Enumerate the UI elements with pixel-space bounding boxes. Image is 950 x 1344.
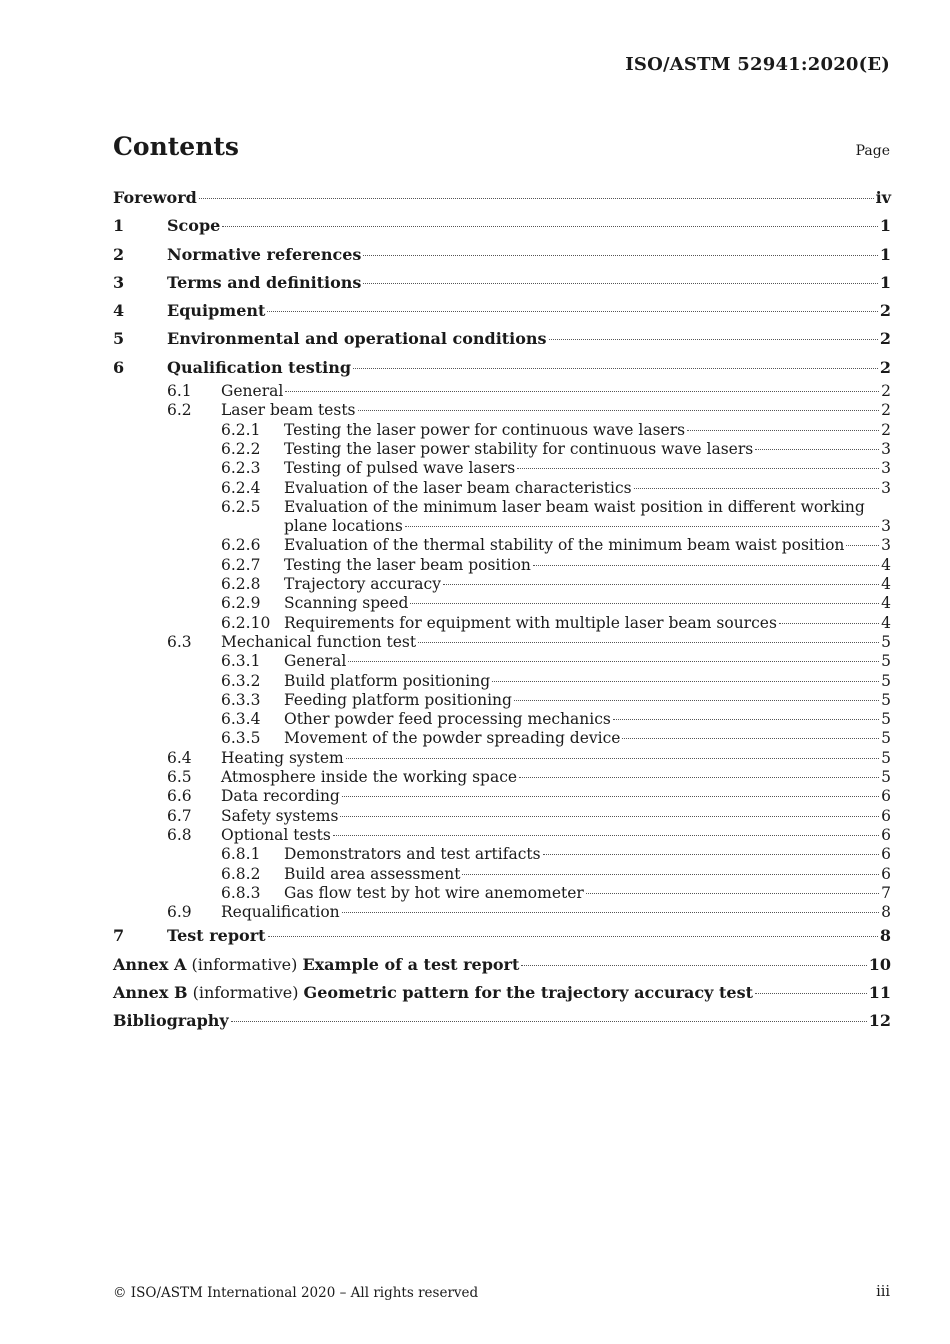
toc-entry-page: 2 [881,420,891,439]
toc-entry[interactable] [113,884,891,903]
toc-entry-title: Bibliography [113,1011,229,1031]
page-column-label: Page [855,143,890,159]
toc-entry-number: 6.1 [167,382,192,401]
toc-entry-page: 8 [879,926,891,946]
toc-entry-page: 10 [868,954,891,974]
toc-entry[interactable] [113,575,891,594]
toc-entry-title: Trajectory accuracy [284,575,441,594]
toc-entry[interactable] [113,354,891,382]
toc-entry-title: Testing the laser power stability for continuous wave lasers [284,439,754,458]
toc-entry-page: 4 [881,555,891,574]
toc-entry-page: 3 [881,517,891,536]
dot-leader [519,777,879,778]
toc-entry[interactable] [113,807,891,826]
dot-leader [410,603,879,604]
toc-entry-page: 8 [881,903,891,922]
toc-entry-number: 3 [113,272,125,292]
toc-entry-number: 6.2.2 [221,439,261,458]
toc-entry-title: Scope [167,216,221,236]
dot-leader [363,255,877,256]
dot-leader [846,545,879,546]
toc-entry-number: 7 [113,926,125,946]
dot-leader [348,661,879,662]
toc-entry[interactable] [113,212,891,240]
toc-entry-page: 3 [881,478,891,497]
toc-entry-title: Gas flow test by hot wire anemometer [284,883,584,902]
dot-leader [779,623,879,624]
toc-entry-number: 6.2 [167,401,192,420]
toc-entry-number: 2 [113,244,125,264]
toc-entry-title: General [221,382,284,401]
toc-entry[interactable] [113,241,891,269]
toc-entry-number: 6.2.7 [221,555,261,574]
dot-leader [340,816,879,817]
dot-leader [285,391,879,392]
toc-entry-title: Laser beam tests [221,401,356,420]
toc-entry-page: 5 [881,671,891,690]
toc-entry-title-line2: plane locations [284,517,403,536]
toc-entry-number: 6.8 [167,825,192,844]
toc-entry[interactable] [113,787,891,806]
toc-entry-title: Annex B [113,982,188,1002]
dot-leader [755,993,867,994]
toc-entry[interactable] [113,749,891,768]
dot-leader [514,700,879,701]
page-title: Contents [113,132,240,161]
toc-entry-page: 6 [881,825,891,844]
toc-entry[interactable] [113,594,891,613]
toc-entry-title: Optional tests [221,825,331,844]
toc-entry-title: Normative references [167,244,362,264]
toc-entry-title: Evaluation of the thermal stability of the minimum beam waist position [284,536,845,555]
toc-entry-title: Terms and definitions [167,272,362,292]
standard-identifier: ISO/ASTM 52941:2020(E) [625,54,890,75]
toc-entry-page: 5 [881,710,891,729]
toc-entry-number: 6.8.1 [221,845,261,864]
toc-entry-title: Equipment [167,301,266,321]
toc-entry-page: 12 [868,1011,891,1031]
toc-entry-number: 6.3 [167,632,192,651]
toc-entry-page: 5 [881,690,891,709]
toc-entry-annex-type: (informative) [186,954,303,974]
toc-entry-page: 3 [881,439,891,458]
dot-leader [268,936,878,937]
toc-entry-page: 5 [881,729,891,748]
toc-entry-title: Scanning speed [284,594,409,613]
toc-entry-title-continuation [284,517,891,536]
toc-entry-page: 1 [879,244,891,264]
toc-entry[interactable] [113,826,891,845]
toc-entry[interactable] [113,922,891,950]
toc-entry[interactable] [113,633,891,652]
dot-leader [443,584,879,585]
toc-entry[interactable] [113,269,891,297]
toc-entry-number: 6.7 [167,806,192,825]
toc-entry-number: 6.2.5 [221,497,261,516]
toc-entry[interactable] [113,184,891,212]
toc-entry-number: 6.9 [167,903,192,922]
toc-entry-title: Testing the laser beam position [284,555,531,574]
toc-entry-page: 1 [879,216,891,236]
toc-entry-annex-title: Example of a test report [302,954,520,974]
toc-entry-title: Test report [167,926,266,946]
dot-leader [492,681,879,682]
toc-entry-title: Atmosphere inside the working space [221,768,518,787]
toc-entry-number: 6.5 [167,768,192,787]
toc-entry[interactable] [113,297,891,325]
toc-entry-page: 3 [881,459,891,478]
table-of-contents [113,184,891,1036]
toc-entry[interactable] [113,421,891,440]
toc-entry[interactable] [113,865,891,884]
dot-leader [755,449,879,450]
dot-leader [533,565,879,566]
toc-entry-annex-type: (informative) [187,982,304,1002]
toc-entry-title: Movement of the powder spreading device [284,729,621,748]
toc-entry[interactable] [113,1007,891,1035]
toc-entry-page: 4 [881,575,891,594]
toc-entry-page: 2 [881,382,891,401]
toc-entry-number: 6.2.10 [221,613,271,632]
dot-leader [358,410,880,411]
toc-entry-page: 6 [881,864,891,883]
dot-leader [231,1021,867,1022]
toc-entry-number: 6.2.1 [221,420,261,439]
toc-entry-title: Heating system [221,748,344,767]
toc-entry-page: 6 [881,806,891,825]
toc-entry[interactable] [113,729,891,748]
toc-entry-page: 11 [868,982,891,1002]
toc-entry[interactable] [113,459,891,478]
toc-entry-page: 5 [881,652,891,671]
toc-entry[interactable] [113,498,891,537]
toc-entry-wrapped-title [284,498,891,537]
toc-entry-page: 6 [881,787,891,806]
dot-leader [462,874,879,875]
toc-entry[interactable] [113,556,891,575]
toc-entry-title: Foreword [113,188,197,207]
toc-entry-number: 6.4 [167,748,192,767]
toc-entry-number: 6.2.4 [221,478,261,497]
toc-entry[interactable] [113,710,891,729]
toc-entry-title: Demonstrators and test artifacts [284,845,541,864]
dot-leader [549,339,878,340]
toc-entry-page: 2 [879,329,891,349]
toc-entry-page: 1 [879,272,891,292]
dot-leader [199,198,874,199]
toc-entry-page: 6 [881,845,891,864]
toc-entry-page: 4 [881,613,891,632]
toc-entry-page: 5 [881,768,891,787]
toc-entry-title: Feeding platform positioning [284,690,512,709]
toc-entry[interactable] [113,979,891,1007]
toc-entry-annex-title: Geometric pattern for the trajectory accuracy test [303,982,753,1002]
dot-leader [353,368,878,369]
toc-entry-title: Requirements for equipment with multiple laser beam sources [284,613,777,632]
dot-leader [222,226,878,227]
toc-entry[interactable] [113,325,891,353]
dot-leader [634,488,879,489]
dot-leader [267,311,877,312]
toc-entry-number: 5 [113,329,125,349]
toc-entry[interactable] [113,652,891,671]
dot-leader [622,738,879,739]
toc-entry-number: 6.6 [167,787,192,806]
toc-entry[interactable] [113,440,891,459]
toc-entry[interactable] [113,479,891,498]
dot-leader [586,893,879,894]
toc-entry-page: 4 [881,594,891,613]
toc-entry[interactable] [113,614,891,633]
dot-leader [613,719,879,720]
toc-entry[interactable] [113,951,891,979]
toc-entry[interactable] [113,903,891,922]
dot-leader [363,283,877,284]
toc-entry-title: Build platform positioning [284,671,491,690]
toc-entry-page: iv [875,188,891,207]
toc-entry[interactable] [113,536,891,555]
toc-entry-title: Mechanical function test [221,632,417,651]
toc-entry-number: 6.2.3 [221,459,261,478]
toc-entry[interactable] [113,382,891,401]
toc-entry-number: 6.3.1 [221,652,261,671]
toc-entry-title: Safety systems [221,806,339,825]
toc-entry-title: Data recording [221,787,340,806]
toc-entry-page: 7 [881,883,891,902]
toc-entry[interactable] [113,845,891,864]
toc-entry-title: Environmental and operational conditions [167,329,547,349]
toc-entry[interactable] [113,672,891,691]
toc-entry-number: 6.8.3 [221,883,261,902]
dot-leader [342,912,879,913]
toc-entry-title: Testing the laser power for continuous wave lasers [284,420,686,439]
toc-entry-title: Requalification [221,903,340,922]
toc-entry-page: 2 [879,357,891,377]
toc-entry[interactable] [113,691,891,710]
copyright-notice: © ISO/ASTM International 2020 – All rights reserved [113,1285,479,1301]
toc-entry-page: 2 [881,401,891,420]
toc-entry-number: 6.2.8 [221,575,261,594]
toc-entry-page: 5 [881,632,891,651]
dot-leader [543,854,880,855]
dot-leader [405,526,879,527]
toc-entry-title: Testing of pulsed wave lasers [284,459,516,478]
toc-entry-number: 6.8.2 [221,864,261,883]
toc-entry-page: 5 [881,748,891,767]
toc-entry-title: Build area assessment [284,864,461,883]
toc-entry[interactable] [113,401,891,420]
dot-leader [346,758,879,759]
toc-entry-number: 6.2.9 [221,594,261,613]
toc-entry-page: 2 [879,301,891,321]
toc-entry-title: Evaluation of the laser beam characteristics [284,478,632,497]
toc-entry-title: Annex A [113,954,187,974]
toc-entry-number: 6.2.6 [221,536,261,555]
toc-entry-number: 6 [113,357,125,377]
toc-entry-number: 6.3.3 [221,690,261,709]
toc-entry[interactable] [113,768,891,787]
toc-entry-page: 3 [881,536,891,555]
toc-entry-title: General [284,652,347,671]
dot-leader [517,468,879,469]
toc-entry-number: 6.3.4 [221,710,261,729]
toc-entry-number: 6.3.2 [221,671,261,690]
dot-leader [687,430,879,431]
dot-leader [521,965,866,966]
dot-leader [418,642,879,643]
toc-entry-number: 1 [113,216,125,236]
toc-entry-number: 6.3.5 [221,729,261,748]
page-number: iii [876,1284,890,1300]
toc-entry-number: 4 [113,301,125,321]
toc-entry-title: Other powder feed processing mechanics [284,710,611,729]
dot-leader [342,796,879,797]
toc-entry-title: Evaluation of the minimum laser beam waist position in different working [284,497,865,516]
toc-entry-title: Qualification testing [167,357,352,377]
dot-leader [333,835,879,836]
